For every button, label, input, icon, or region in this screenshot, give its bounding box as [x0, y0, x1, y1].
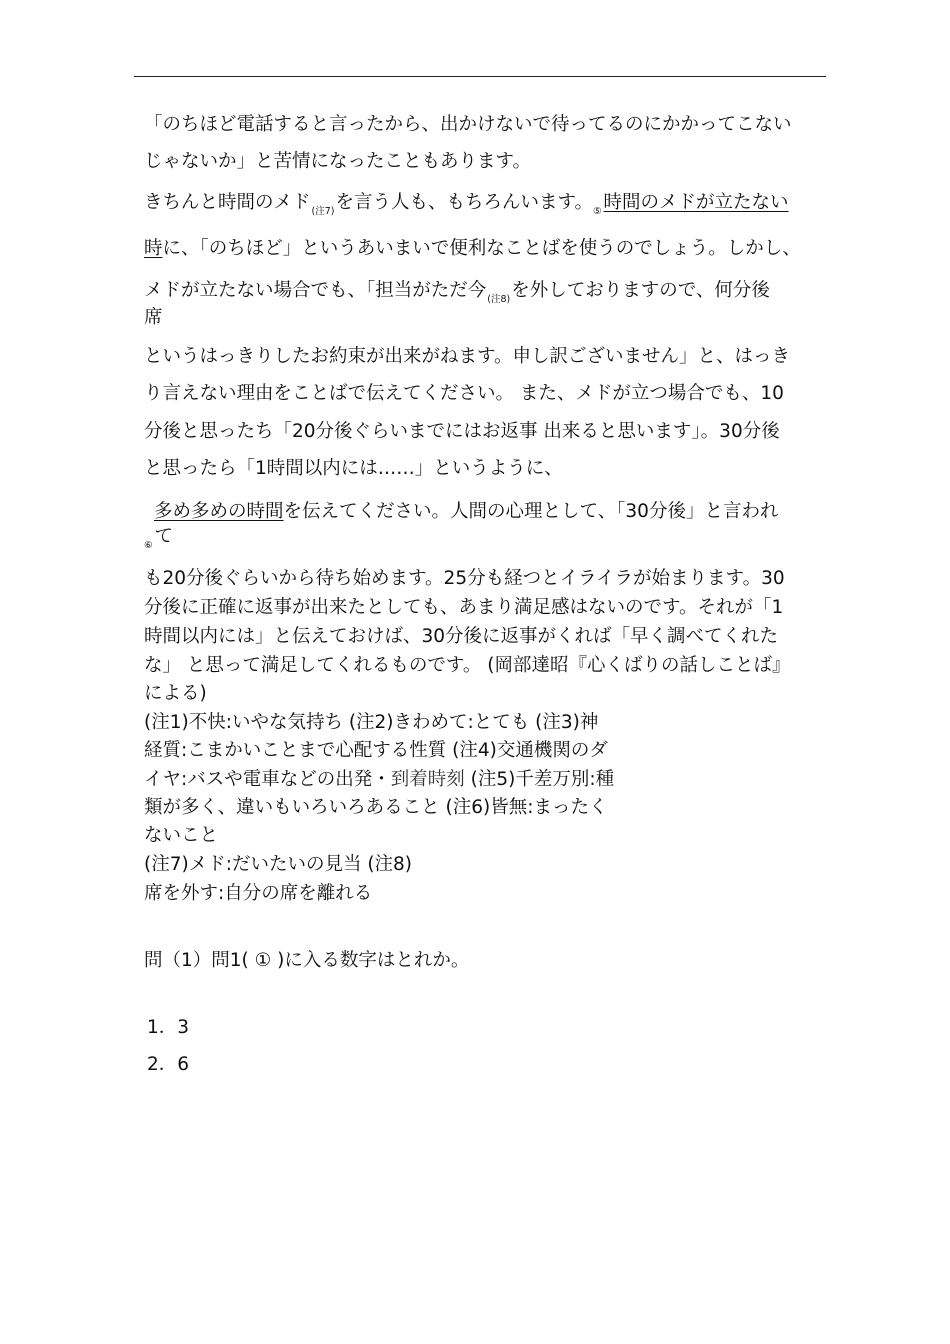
footnote-text: 到着時刻 — [390, 769, 465, 790]
footnote-text: イヤ:バスや電車などの出発・ — [144, 769, 391, 790]
footnote-line: (注7)メド:だいたいの見当 (注8) — [144, 854, 413, 875]
passage-line: というはっきりしたお約束が出来がねます。申し訳ございません」と、はっき — [144, 346, 791, 367]
passage-line — [144, 280, 770, 305]
passage-text: て — [154, 526, 174, 547]
passage-line: な」 と思って満足してくれるものです。 (岡部達昭『心くばりの話しことば』 — [144, 655, 791, 676]
passage-line: 席 — [144, 307, 163, 328]
passage-line — [144, 526, 173, 551]
top-rule — [134, 76, 826, 77]
footnote-line: 席を外す:自分の席を離れる — [144, 883, 373, 904]
passage-text: を伝えてください。人間の心理として、「30分後」と言われ — [283, 501, 779, 522]
underline-marker: ⑤ — [593, 206, 602, 217]
passage-text: を言う人も、もちろんいます。 — [335, 192, 594, 213]
note-ref: (注7) — [311, 206, 335, 217]
answer-option[interactable]: 1．3 — [147, 1017, 190, 1038]
passage-text: を外しておりますので、何分後 — [511, 280, 770, 301]
passage-text: メドが立たない場合でも、「担当がただ今 — [144, 280, 487, 301]
passage-line — [144, 192, 789, 217]
question-prompt: 問（1）問1( ① )に入る数字はとれか。 — [144, 950, 470, 971]
passage-line: 分後と思ったち「20分後ぐらいまでにはお返事 出来ると思います」。30分後 — [144, 421, 780, 442]
footnote-line: (注1)不快:いやな気持ち (注2)きわめて:とても (注3)神 — [144, 712, 599, 733]
footnote-text: (注5)千差万別:種 — [464, 769, 615, 790]
passage-line: 分後に正確に返事が出来たとしても、あまり満足感はないのです。それが「1 — [144, 597, 784, 618]
underlined-phrase: 時 — [144, 238, 163, 259]
note-ref: (注8) — [487, 294, 511, 305]
underlined-phrase: 多め多めの時間 — [154, 501, 284, 522]
passage-line: による) — [144, 683, 207, 704]
passage-line: も20分後ぐらいから待ち始めます。25分も経つとイライラが始まります。30 — [144, 568, 785, 589]
passage-line — [144, 238, 801, 260]
passage-line: 「のちほど電話すると言ったから、出かけないで待ってるのにかかってこない — [144, 114, 792, 135]
footnote-line: 経質:こまかいことまで心配する性質 (注4)交通機関のダ — [144, 740, 608, 761]
passage-line: 時間以内には」と伝えておけば、30分後に返事がくれば「早く調べてくれた — [144, 626, 779, 647]
underlined-phrase: 時間のメドが立たない — [603, 192, 789, 213]
answer-option[interactable]: 2．6 — [147, 1054, 190, 1075]
passage-text: に、「のちほど」というあいまいで便利なことばを使うのでしょう。しかし、 — [162, 238, 801, 259]
passage-line: じゃないか」と苦情になったこともあります。 — [144, 151, 532, 172]
passage-line: り言えない理由をことばで伝えてください。 また、メドが立つ場合でも、10 — [144, 383, 784, 404]
footnote-line: 類が多く、違いもいろいろあること (注6)皆無:まったく — [144, 797, 608, 818]
underline-marker: ⑥ — [144, 540, 153, 551]
footnote-line — [144, 769, 614, 791]
passage-text: きちんと時間のメド — [144, 192, 311, 213]
passage-line — [144, 501, 778, 523]
footnote-line: ないこと — [144, 825, 219, 846]
passage-line: と思ったら「1時間以内には……」というように、 — [144, 458, 563, 479]
